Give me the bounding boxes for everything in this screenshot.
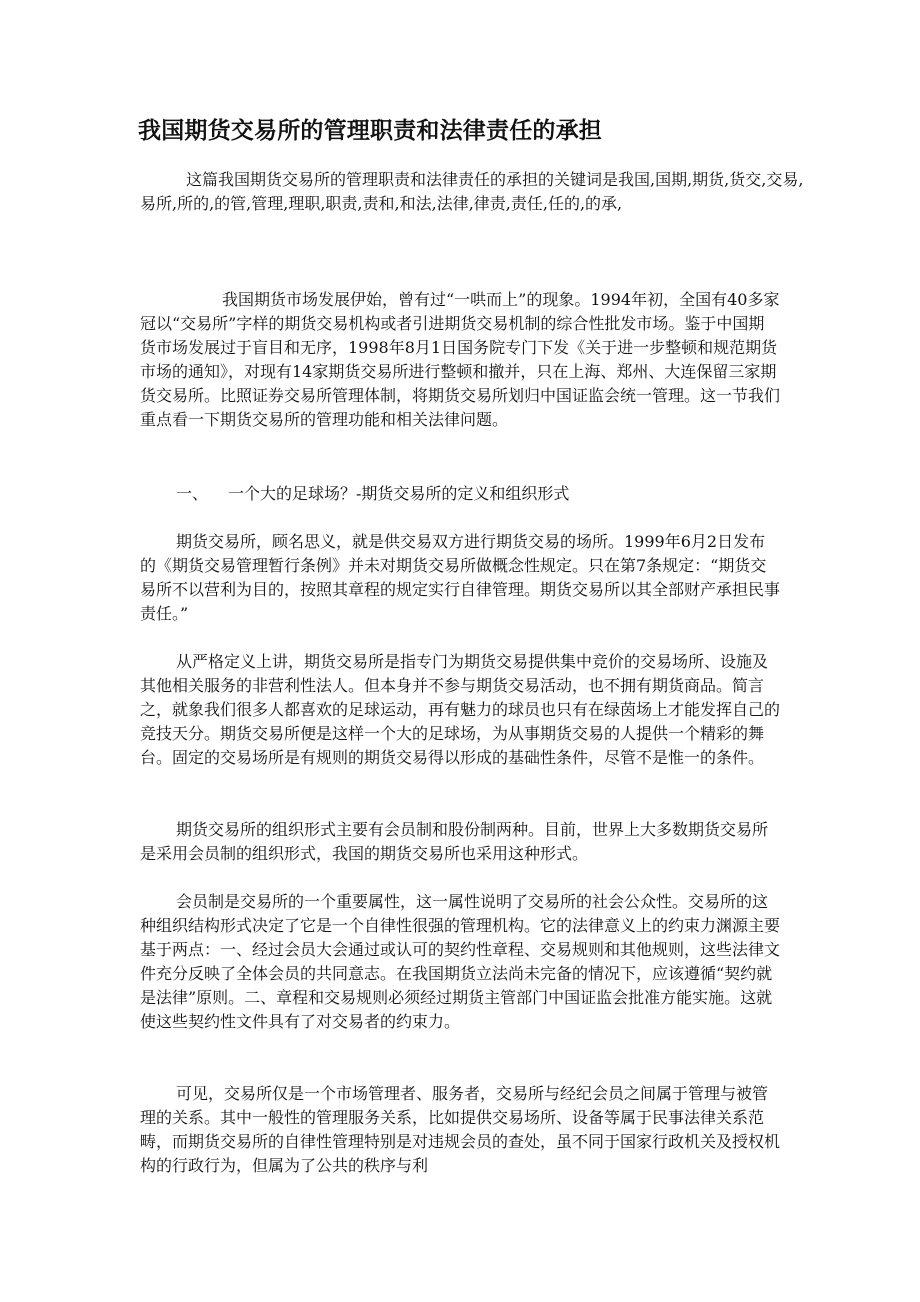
section-heading bbox=[176, 482, 776, 506]
document-title: 我国期货交易所的管理职责和法律责任的承担 bbox=[138, 118, 602, 144]
paragraph-management-relationship: 可见，交易所仅是一个市场管理者、服务者，交易所与经纪会员之间属于管理与被管理的关系。其中一般性的管理服务关系，比如提供交易场所、设备等属于民事法律关系范畴，而期货交易所的自律性管理特别是对违规会员的查处，虽不同于国家行政机关及授权机构的行政行为，但属为了公共的秩序与利 bbox=[140, 1084, 781, 1175]
section-title: 一个大的足球场？-期货交易所的定义和组织形式 bbox=[228, 484, 570, 503]
paragraph-membership: 会员制是交易所的一个重要属性，这一属性说明了交易所的社会公众性。交易所的这种组织结构形式决定了它是一个自律性很强的管理机构。它的法律意义上的约束力渊源主要基于两点：一、经过会员大会通过或认可的契约性章程、交易规则和其他规则，这些法律文件充分反映了全体会员的共同意志。在我国期货立法尚未完备的情况下，应该遵循“契约就是法律”原则。二、章程和交易规则必须经过期货主管部门中国证监会批准方能实施。这就使这些契约性文件具有了对交易者的约束力。 bbox=[140, 892, 781, 1031]
intro-paragraph: 我国期货市场发展伊始，曾有过“一哄而上”的现象。1994年初，全国有40多家冠以“交易所”字样的期货交易机构或者引进期货交易机制的综合性批发市场。鉴于中国期货市场发展过于盲目和无序，1998年8月1日国务院专门下发《关于进一步整顿和规范期货市场的通知》，对现有14家期货交易所进行整顿和撤并，只在上海、郑州、大连保留三家期货交易所。比照证券交易所管理体制，将期货交易所划归中国证监会统一管理。这一节我们重点看一下期货交易所的管理功能和相关法律问题。 bbox=[140, 290, 781, 429]
paragraph-strict-definition: 从严格定义上讲，期货交易所是指专门为期货交易提供集中竞价的交易场所、设施及其他相关服务的非营利性法人。但本身并不参与期货交易活动，也不拥有期货商品。简言之，就象我们很多人都喜欢的足球运动，再有魅力的球员也只有在绿茵场上才能发挥自己的竞技天分。期货交易所便是这样一个大的足球场，为从事期货交易的人提供一个精彩的舞台。固定的交易场所是有规则的期货交易得以形成的基础性条件，尽管不是惟一的条件。 bbox=[140, 652, 781, 767]
section-number: 一、 bbox=[176, 484, 209, 503]
paragraph-organization-form: 期货交易所的组织形式主要有会员制和股份制两种。目前，世界上大多数期货交易所是采用会员制的组织形式，我国的期货交易所也采用这种形式。 bbox=[140, 820, 769, 863]
keywords-paragraph: 这篇我国期货交易所的管理职责和法律责任的承担的关键词是我国,国期,期货,货交,交易,易所,所的,的管,管理,理职,职责,责和,和法,法律,律责,责任,任的,的承, bbox=[140, 170, 804, 213]
paragraph-definition: 期货交易所，顾名思义，就是供交易双方进行期货交易的场所。1999年6月2日发布的《期货交易管理暂行条例》并未对期货交易所做概念性规定。只在第7条规定：“期货交易所不以营利为目的，按照其章程的规定实行自律管理。期货交易所以其全部财产承担民事责任。” bbox=[140, 532, 781, 623]
